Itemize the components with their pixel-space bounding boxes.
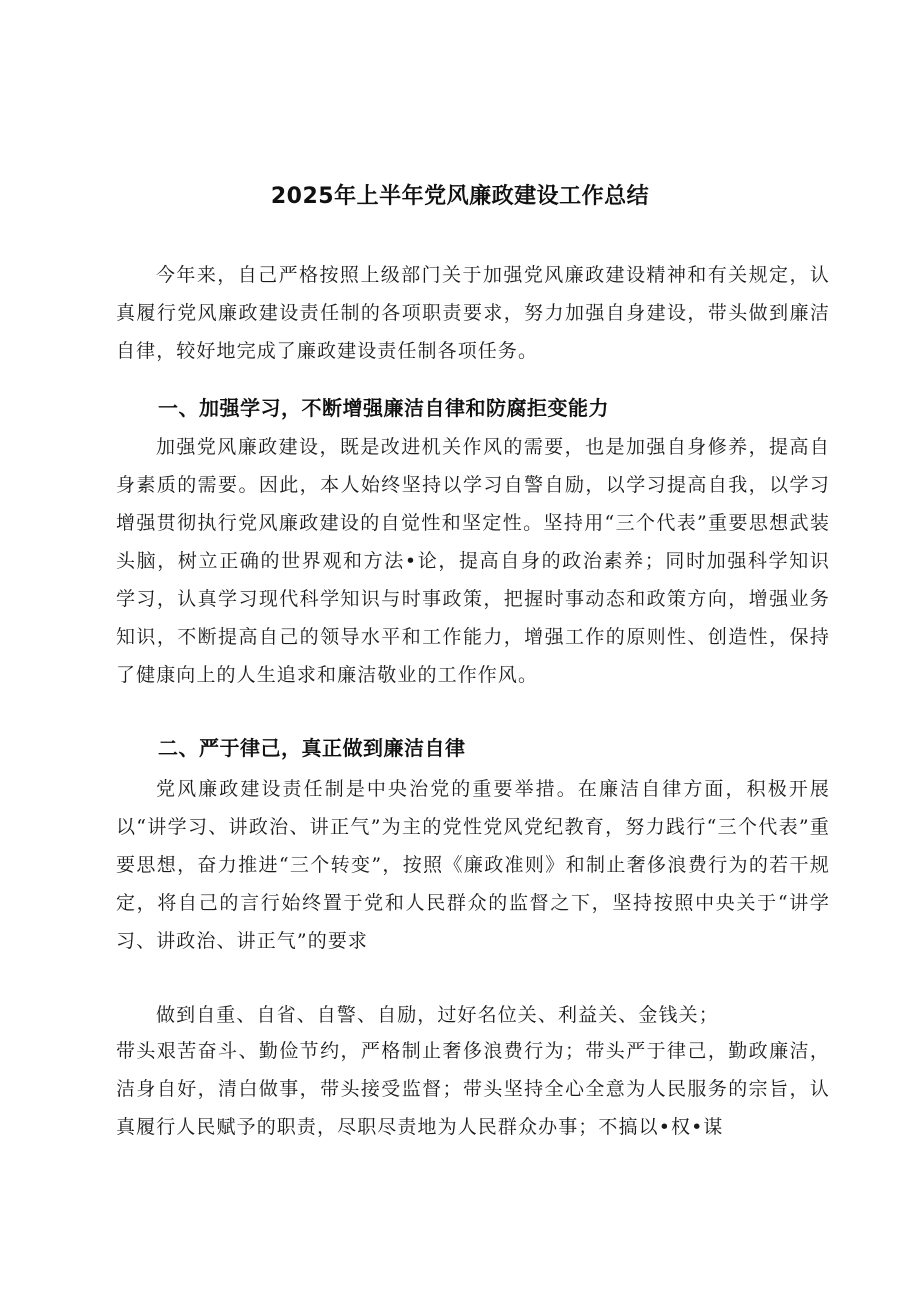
intro-paragraph: 今年来，自己严格按照上级部门关于加强党风廉政建设精神和有关规定，认真履行党风廉政建设责任制的各项职责要求，努力加强自身建设，带头做到廉洁自律，较好地完成了廉政建设责任制各项任务。 — [116, 264, 830, 362]
section-2-paragraph-3: 带头艰苦奋斗、勤俭节约，严格制止奢侈浪费行为；带头严于律己，勤政廉洁，洁身自好，清白做事，带头接受监督；带头坚持全心全意为人民服务的宗旨，认真履行人民赋予的职责，尽职尽责地为人民群众办事；不搞以•权•谋 — [116, 1040, 830, 1138]
section-2-paragraph-2: 做到自重、自省、自警、自励，过好名位关、利益关、金钱关； — [156, 1004, 719, 1026]
section-1-paragraph: 加强党风廉政建设，既是改进机关作风的需要，也是加强自身修养，提高自身素质的需要。因此，本人始终坚持以学习自警自励，以学习提高自我，以学习增强贯彻执行党风廉政建设的自觉性和坚定性。坚持用“三个代表”重要思想武装头脑，树立正确的世界观和方法•论，提高自身的政治素养；同时加强科学知识学习，认真学习现代科学知识与时事政策，把握时事动态和政策方向，增强业务知识，不断提高自己的领导水平和工作能力，增强工作的原则性、创造性，保持了健康向上的人生追求和廉洁敬业的工作作风。 — [116, 436, 830, 686]
section-2-paragraph: 党风廉政建设责任制是中央治党的重要举措。在廉洁自律方面，积极开展以“讲学习、讲政治、讲正气”为主的党性党风党纪教育，努力践行“三个代表”重要思想，奋力推进“三个转变”，按照《廉政准则》和制止奢侈浪费行为的若干规定，将自己的言行始终置于党和人民群众的监督之下，坚持按照中央关于“讲学习、讲政治、讲正气”的要求 — [116, 778, 830, 952]
document-title: 2025年上半年党风廉政建设工作总结 — [270, 183, 650, 209]
section-2-heading: 二、严于律己，真正做到廉洁自律 — [158, 736, 466, 760]
section-1-heading: 一、加强学习，不断增强廉洁自律和防腐拒变能力 — [158, 396, 609, 420]
